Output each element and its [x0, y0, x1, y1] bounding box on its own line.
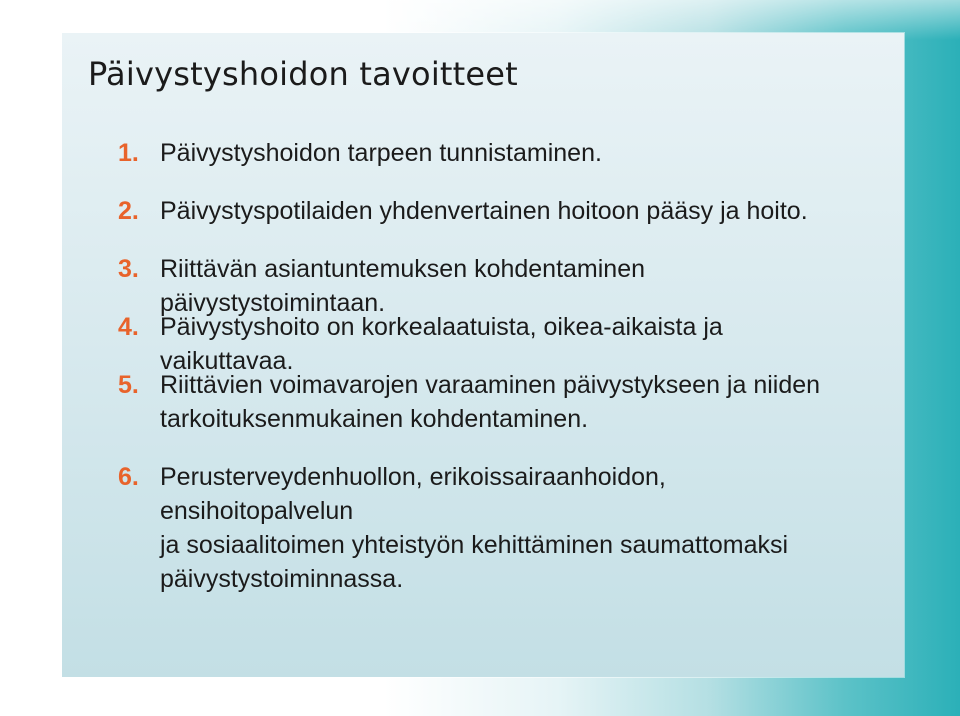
- goal-number: 2.: [118, 197, 139, 225]
- goal-text: Päivystyshoidon tarpeen tunnistaminen.: [160, 139, 602, 167]
- goal-item-2: [118, 194, 838, 228]
- goal-number: 4.: [118, 313, 139, 341]
- goal-item-6: [118, 460, 838, 596]
- goal-text: Riittävän asiantuntemuksen kohdentaminen päivystystoimintaan.: [160, 255, 646, 317]
- goal-text: Riittävien voimavarojen varaaminen päivystykseen ja niiden tarkoituksenmukainen kohdentaminen.: [160, 371, 821, 433]
- goal-text: Perusterveydenhuollon, erikoissairaanhoidon, ensihoitopalvelun ja sosiaalitoimen yhteistyön kehittäminen saumattomaksi päivystystoiminnassa.: [160, 463, 789, 593]
- goal-number: 1.: [118, 139, 139, 167]
- slide-title: Päivystyshoidon tavoitteet: [88, 55, 518, 93]
- goal-item-1: [118, 136, 838, 170]
- goal-number: 6.: [118, 463, 139, 491]
- goal-item-5: [118, 368, 838, 436]
- goal-text: Päivystyshoito on korkealaatuista, oikea-aikaista ja vaikuttavaa.: [160, 313, 723, 375]
- goal-text: Päivystyspotilaiden yhdenvertainen hoitoon pääsy ja hoito.: [160, 197, 808, 225]
- goal-number: 3.: [118, 255, 139, 283]
- goal-number: 5.: [118, 371, 139, 399]
